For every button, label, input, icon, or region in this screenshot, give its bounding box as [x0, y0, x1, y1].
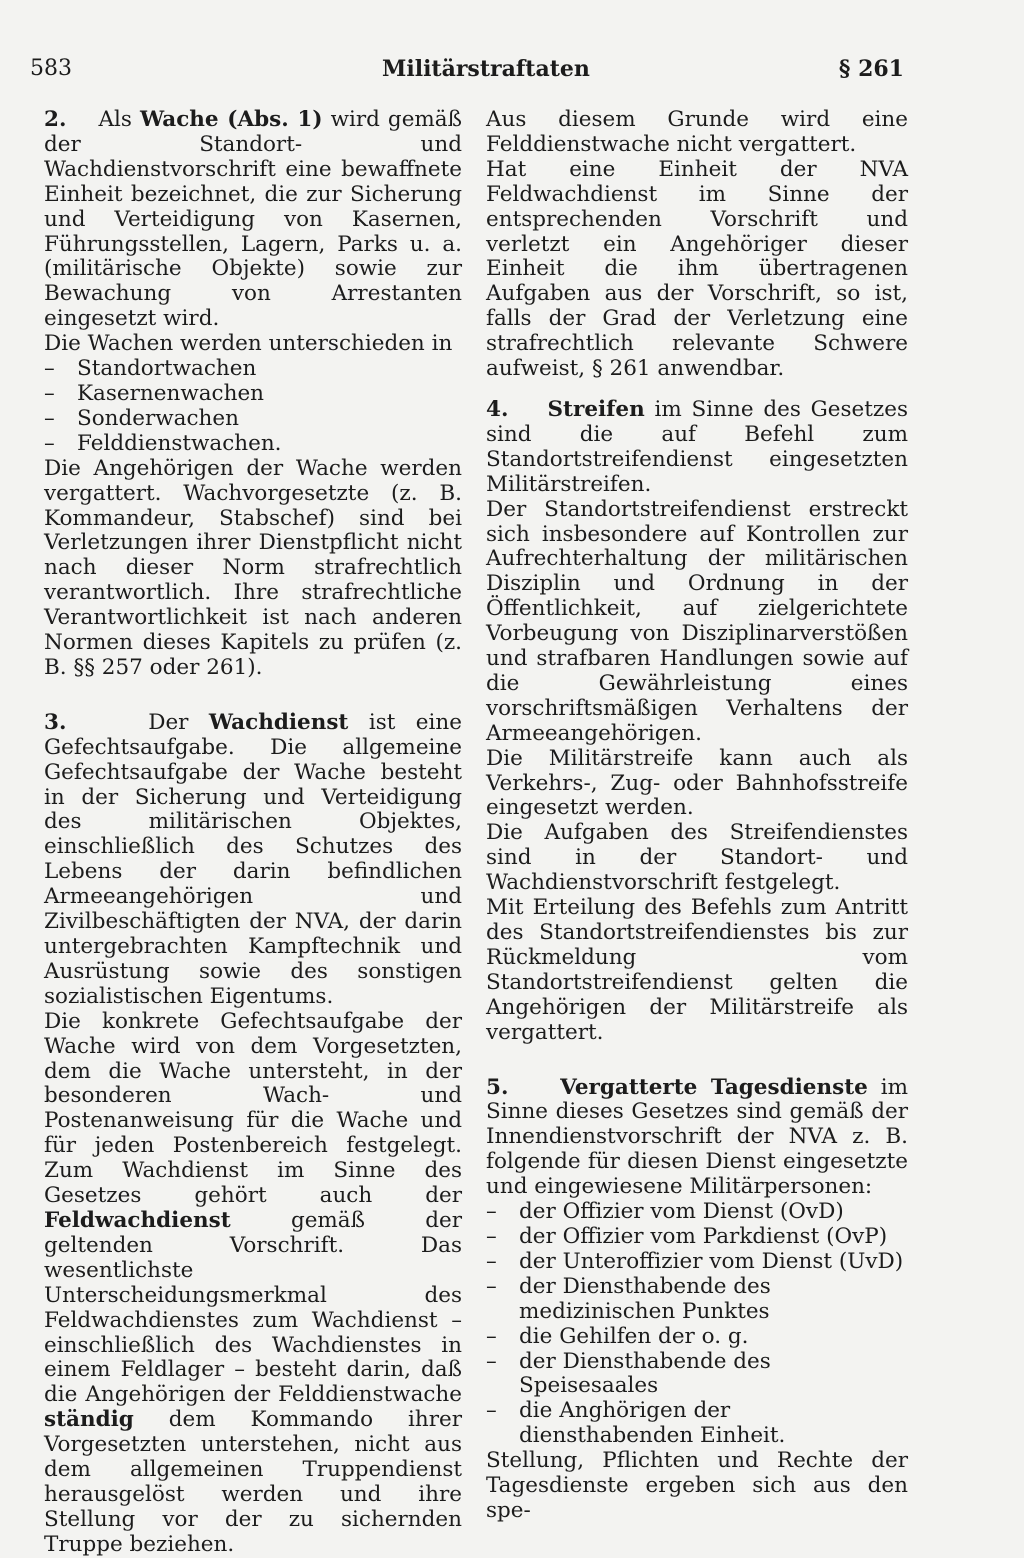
text-run: wird gemäß der Standort- und Wachdienstvorschrift eine bewaffnete Einheit bezeichnet, die zur Sicherung und Verteidigung von Kasernen, Führungsstellen, Lagern, Parks u. a. (militärische Objekte) sowie zur Bewachung von Arrestanten eingesetzt wird.	[44, 107, 462, 332]
running-header	[30, 52, 904, 92]
term-feldwachdienst: Feldwachdienst	[44, 1207, 231, 1233]
list-item: – der Diensthabende des medizinischen Punktes	[486, 1275, 908, 1325]
paragraph-5	[486, 1076, 908, 1201]
list-item: – Felddienstwachen.	[44, 432, 462, 457]
term-wache: Wache (Abs. 1)	[140, 107, 323, 132]
chapter-title: Militärstraftaten	[382, 56, 590, 82]
list-item: – die Anghörigen der diensthabenden Einheit.	[486, 1399, 908, 1449]
paragraph-number: 3.	[44, 709, 67, 735]
list-item: – der Offizier vom Dienst (OvD)	[486, 1200, 908, 1225]
list-item: – Sonderwachen	[44, 407, 462, 432]
paragraph-3	[44, 711, 462, 1010]
right-column	[486, 108, 908, 1524]
list-item: – der Unteroffizier vom Dienst (UvD)	[486, 1250, 908, 1275]
paragraph-number: 2.	[44, 107, 67, 132]
list-item: – Standortwachen	[44, 357, 462, 382]
paragraph-number: 5.	[486, 1074, 509, 1100]
list-item: – der Diensthabende des Speisesaales	[486, 1350, 908, 1400]
tagesdienste-list	[486, 1200, 908, 1449]
page-number: 583	[30, 56, 72, 81]
term-wachdienst: Wachdienst	[208, 709, 349, 735]
list-item: – die Gehilfen der o. g.	[486, 1325, 908, 1350]
paragraph-2	[44, 108, 462, 332]
text-run: Die konkrete Gefechtsaufgabe der Wache wird von dem Vorgesetzten, dem die Wache untersteht, in der besonderen Wach- und Postenanweisung für die Wache und für jeden Postenbereich festgelegt. Zum Wachdienst im Sinne des Gesetzes gehört auch der	[44, 1008, 462, 1209]
konkrete-paragraph	[44, 1010, 462, 1558]
paragraph-number: 4.	[486, 396, 509, 422]
einheit-paragraph: Hat eine Einheit der NVA Feldwachdienst im Sinne der entsprechenden Vorschrift und verletzt ein Angehöriger dieser Einheit die ihm übertragenen Aufgaben aus der Vorschrift, so ist, falls der Grad der Verletzung eine strafrechtlich relevante Schwere aufweist, § 261 anwendbar.	[486, 156, 908, 382]
section-marker: § 261	[838, 56, 904, 82]
text-run: im Sinne dieses Gesetzes sind gemäß der Innendienstvorschrift der NVA z. B. folgende für diesen Dienst eingesetzte und eingewiesene Militärpersonen:	[486, 1074, 909, 1200]
term-vergatterte-tagesdienste: Vergatterte Tagesdienste	[560, 1074, 868, 1100]
standortstreifen-paragraph: Der Standortstreifendienst erstreckt sich insbesondere auf Kontrollen zur Aufrechterhaltung der militärischen Disziplin und Ordnung in der Öffentlichkeit, auf zielgerichtete Vorbeugung von Disziplinarverstößen und strafbaren Handlungen sowie auf die Gewährleistung eines vorschriftsmäßigen Verhaltens der Armeeangehörigen.	[486, 496, 908, 746]
text-run: dem Kommando ihrer Vorgesetzten unterstehen, nicht aus dem allgemeinen Truppendienst herausgelöst werden und ihre Stellung vor der zu sichernden Truppe beziehen.	[44, 1407, 462, 1557]
angehoerige-paragraph: Die Angehörigen der Wache werden vergattert. Wachvorgesetzte (z. B. Kommandeur, Stabschef) sind bei Verletzungen ihrer Dienstpflicht nicht nach dieser Norm strafrechtlich verantwortlich. Ihre strafrechtliche Verantwortlichkeit ist nach anderen Normen dieses Kapitels zu prüfen (z. B. §§ 257 oder 261).	[44, 455, 462, 680]
erteilung-paragraph: Mit Erteilung des Befehls zum Antritt des Standortstreifendienstes bis zur Rückmeldung vom Standortstreifendienst gelten die Angehörigen der Militärstreife als vergattert.	[486, 895, 908, 1045]
aufgaben-paragraph: Die Aufgaben des Streifendienstes sind in der Standort- und Wachdienstvorschrift festgelegt.	[486, 820, 908, 896]
term-staendig: ständig	[44, 1407, 134, 1433]
text-run: gemäß der geltenden Vorschrift. Das wesentlichste Unterscheidungsmerkmal des Feldwachdienstes zum Wachdienst – einschließlich des Wachdienstes in einem Feldlager – besteht darin, daß die Angehörigen der Felddienstwache	[44, 1207, 462, 1408]
paragraph-4	[486, 398, 908, 498]
grund-paragraph: Aus diesem Grunde wird eine Felddienstwache nicht vergattert.	[486, 107, 908, 157]
list-item: – der Offizier vom Parkdienst (OvP)	[486, 1225, 908, 1250]
left-column	[44, 108, 462, 1558]
text-run: ist eine Gefechtsaufgabe. Die allgemeine Gefechtsaufgabe der Wache besteht in der Sicherung und Verteidigung des militärischen Objektes, einschließlich des Schutzes des Lebens der darin befindlichen Armeeangehörigen und Zivilbeschäftigten der NVA, der darin untergebrachten Kampftechnik und Ausrüstung sowie des sonstigen sozialistischen Eigentums.	[44, 709, 462, 1009]
wachen-intro: Die Wachen werden unterschieden in	[44, 331, 453, 357]
list-item: – Kasernenwachen	[44, 382, 462, 407]
text-run: Als	[98, 107, 132, 132]
text-run: Der	[148, 709, 189, 735]
stellung-paragraph: Stellung, Pflichten und Rechte der Tagesdienste ergeben sich aus den spe-	[486, 1448, 908, 1523]
term-streifen: Streifen	[547, 396, 645, 422]
wachen-list	[44, 357, 462, 457]
text-run: im Sinne des Gesetzes sind die auf Befehl zum Standortstreifendienst eingesetzten Militärstreifen.	[486, 396, 908, 497]
militaerstreife-paragraph: Die Militärstreife kann auch als Verkehrs-, Zug- oder Bahnhofsstreife eingesetzt werden.	[486, 745, 908, 821]
